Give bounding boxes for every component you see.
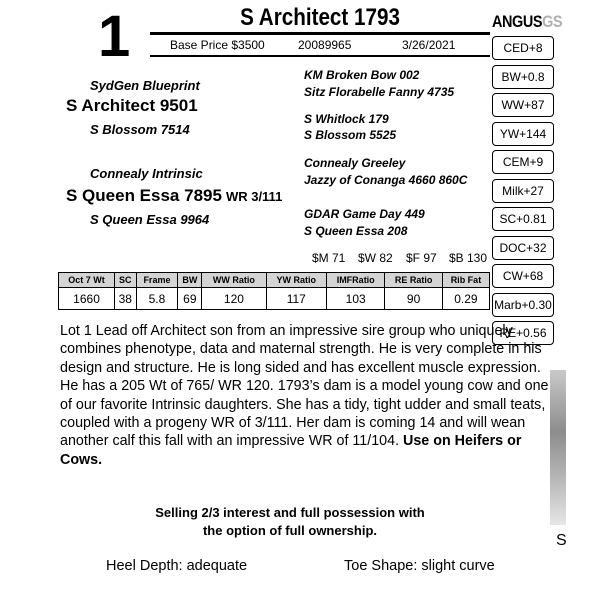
epd-bw: BW+0.8 [492,65,554,89]
index-f: $F 97 [406,251,437,265]
index-m: $M 71 [312,251,346,265]
subheader-rule [150,55,490,57]
perf-header-re-ratio: RE Ratio [385,273,443,288]
registration-number: 20089965 [298,38,352,52]
description-bold: Use on Heifers or Cows. [60,433,522,468]
title-rule [150,32,490,35]
perf-header-ww-ratio: WW Ratio [202,273,266,288]
perf-header-yw-ratio: YW Ratio [266,273,327,288]
epd-sc: SC+0.81 [492,207,554,231]
pedigree-gg-sire-sire-sire: KM Broken Bow 002 [304,68,420,82]
selling-line-1: Selling 2/3 interest and full possession with [155,505,425,520]
perf-value-yw-ratio: 117 [266,288,327,310]
epd-re: RE+0.56 [492,321,554,345]
angus-logo-main: ANGUS [492,12,543,31]
perf-header-rib-fat: Rib Fat [442,273,489,288]
epd-ww: WW+87 [492,93,554,117]
index-b: $B 130 [449,251,488,265]
perf-value-re-ratio: 90 [385,288,443,310]
pedigree-gg-dam-dam-dam: S Queen Essa 208 [304,224,408,238]
pedigree-sire-dam: S Blossom 7514 [90,122,190,137]
perf-value-oct-wt: 1660 [59,288,115,310]
index-w: $W 82 [358,251,393,265]
epd-cw: CW+68 [492,264,554,288]
base-price: Base Price $3500 [170,38,265,52]
performance-header-row [59,273,490,288]
pedigree-gg-sire-sire-dam: Sitz Florabelle Fanny 4735 [304,85,455,99]
selling-terms [60,504,520,540]
perf-header-bw: BW [178,273,202,288]
pedigree-dam-dam: S Queen Essa 9964 [90,212,210,227]
epd-yw: YW+144 [492,122,554,146]
selling-line-2: the option of full ownership. [202,523,378,538]
pedigree-gg-dam-dam-sire: GDAR Game Day 449 [304,207,425,221]
toe-shape: Toe Shape: slight curve [344,558,495,574]
perf-value-bw: 69 [178,288,202,310]
heel-depth: Heel Depth: adequate [106,558,248,574]
bull-photo-edge [550,370,566,525]
perf-value-frame: 5.8 [136,288,178,310]
angus-logo-suffix: GS [542,12,563,31]
pedigree-gg-dam-sire-dam: Jazzy of Conanga 4660 860C [304,173,468,187]
lot-number: 1 [98,4,131,69]
pedigree-gg-dam-sire-sire: Connealy Greeley [304,156,406,170]
lot-description [60,322,550,469]
pedigree-sire: S Architect 9501 [66,96,198,115]
lot-title: S Architect 1793 [240,4,400,31]
epd-milk: Milk+27 [492,179,554,203]
perf-header-sc: SC [115,273,136,288]
pedigree-dam [66,186,282,206]
pedigree-gg-sire-dam-sire: S Whitlock 179 [304,112,389,126]
perf-header-imf-ratio: IMFRatio [327,273,385,288]
epd-column [492,36,556,350]
pedigree-sire-sire: SydGen Blueprint [90,78,200,93]
description-text: Lot 1 Lead off Architect son from an impressive sire group who uniquely combines phenotype, data and maternal strength. He is very complete in his design and structure. He is long sided and has excellent muscle expression. He has a 205 Wt of 765/ WR 120. 1793’s dam is a model young cow and one of our favorite Intrinsic daughters. She has a tidy, tight udder and small teats, coupled with a progeny WR of 3/111. Her dam is coming 14 and will wean another calf this fall with an impressive WR of 11/104. [60,323,549,450]
pedigree-dam-sire: Connealy Intrinsic [90,166,203,181]
side-text-fragment: S [556,532,567,549]
perf-value-sc: 38 [115,288,136,310]
pedigree-dam-name: S Queen Essa 7895 [66,186,222,205]
pedigree-dam-wr: WR 3/111 [225,189,283,204]
perf-value-ww-ratio: 120 [202,288,266,310]
pedigree-gg-sire-dam-dam: S Blossom 5525 [304,128,397,142]
performance-value-row [59,288,490,310]
perf-value-imf-ratio: 103 [327,288,385,310]
perf-value-rib-fat: 0.29 [442,288,489,310]
perf-header-frame: Frame [136,273,178,288]
epd-ced: CED+8 [492,36,554,60]
epd-cem: CEM+9 [492,150,554,174]
birth-date: 3/26/2021 [402,38,456,52]
angus-logo [492,12,562,32]
performance-table [58,272,490,310]
epd-doc: DOC+32 [492,236,554,260]
epd-marb: Marb+0.30 [492,293,554,317]
perf-header-oct-wt: Oct 7 Wt [59,273,115,288]
